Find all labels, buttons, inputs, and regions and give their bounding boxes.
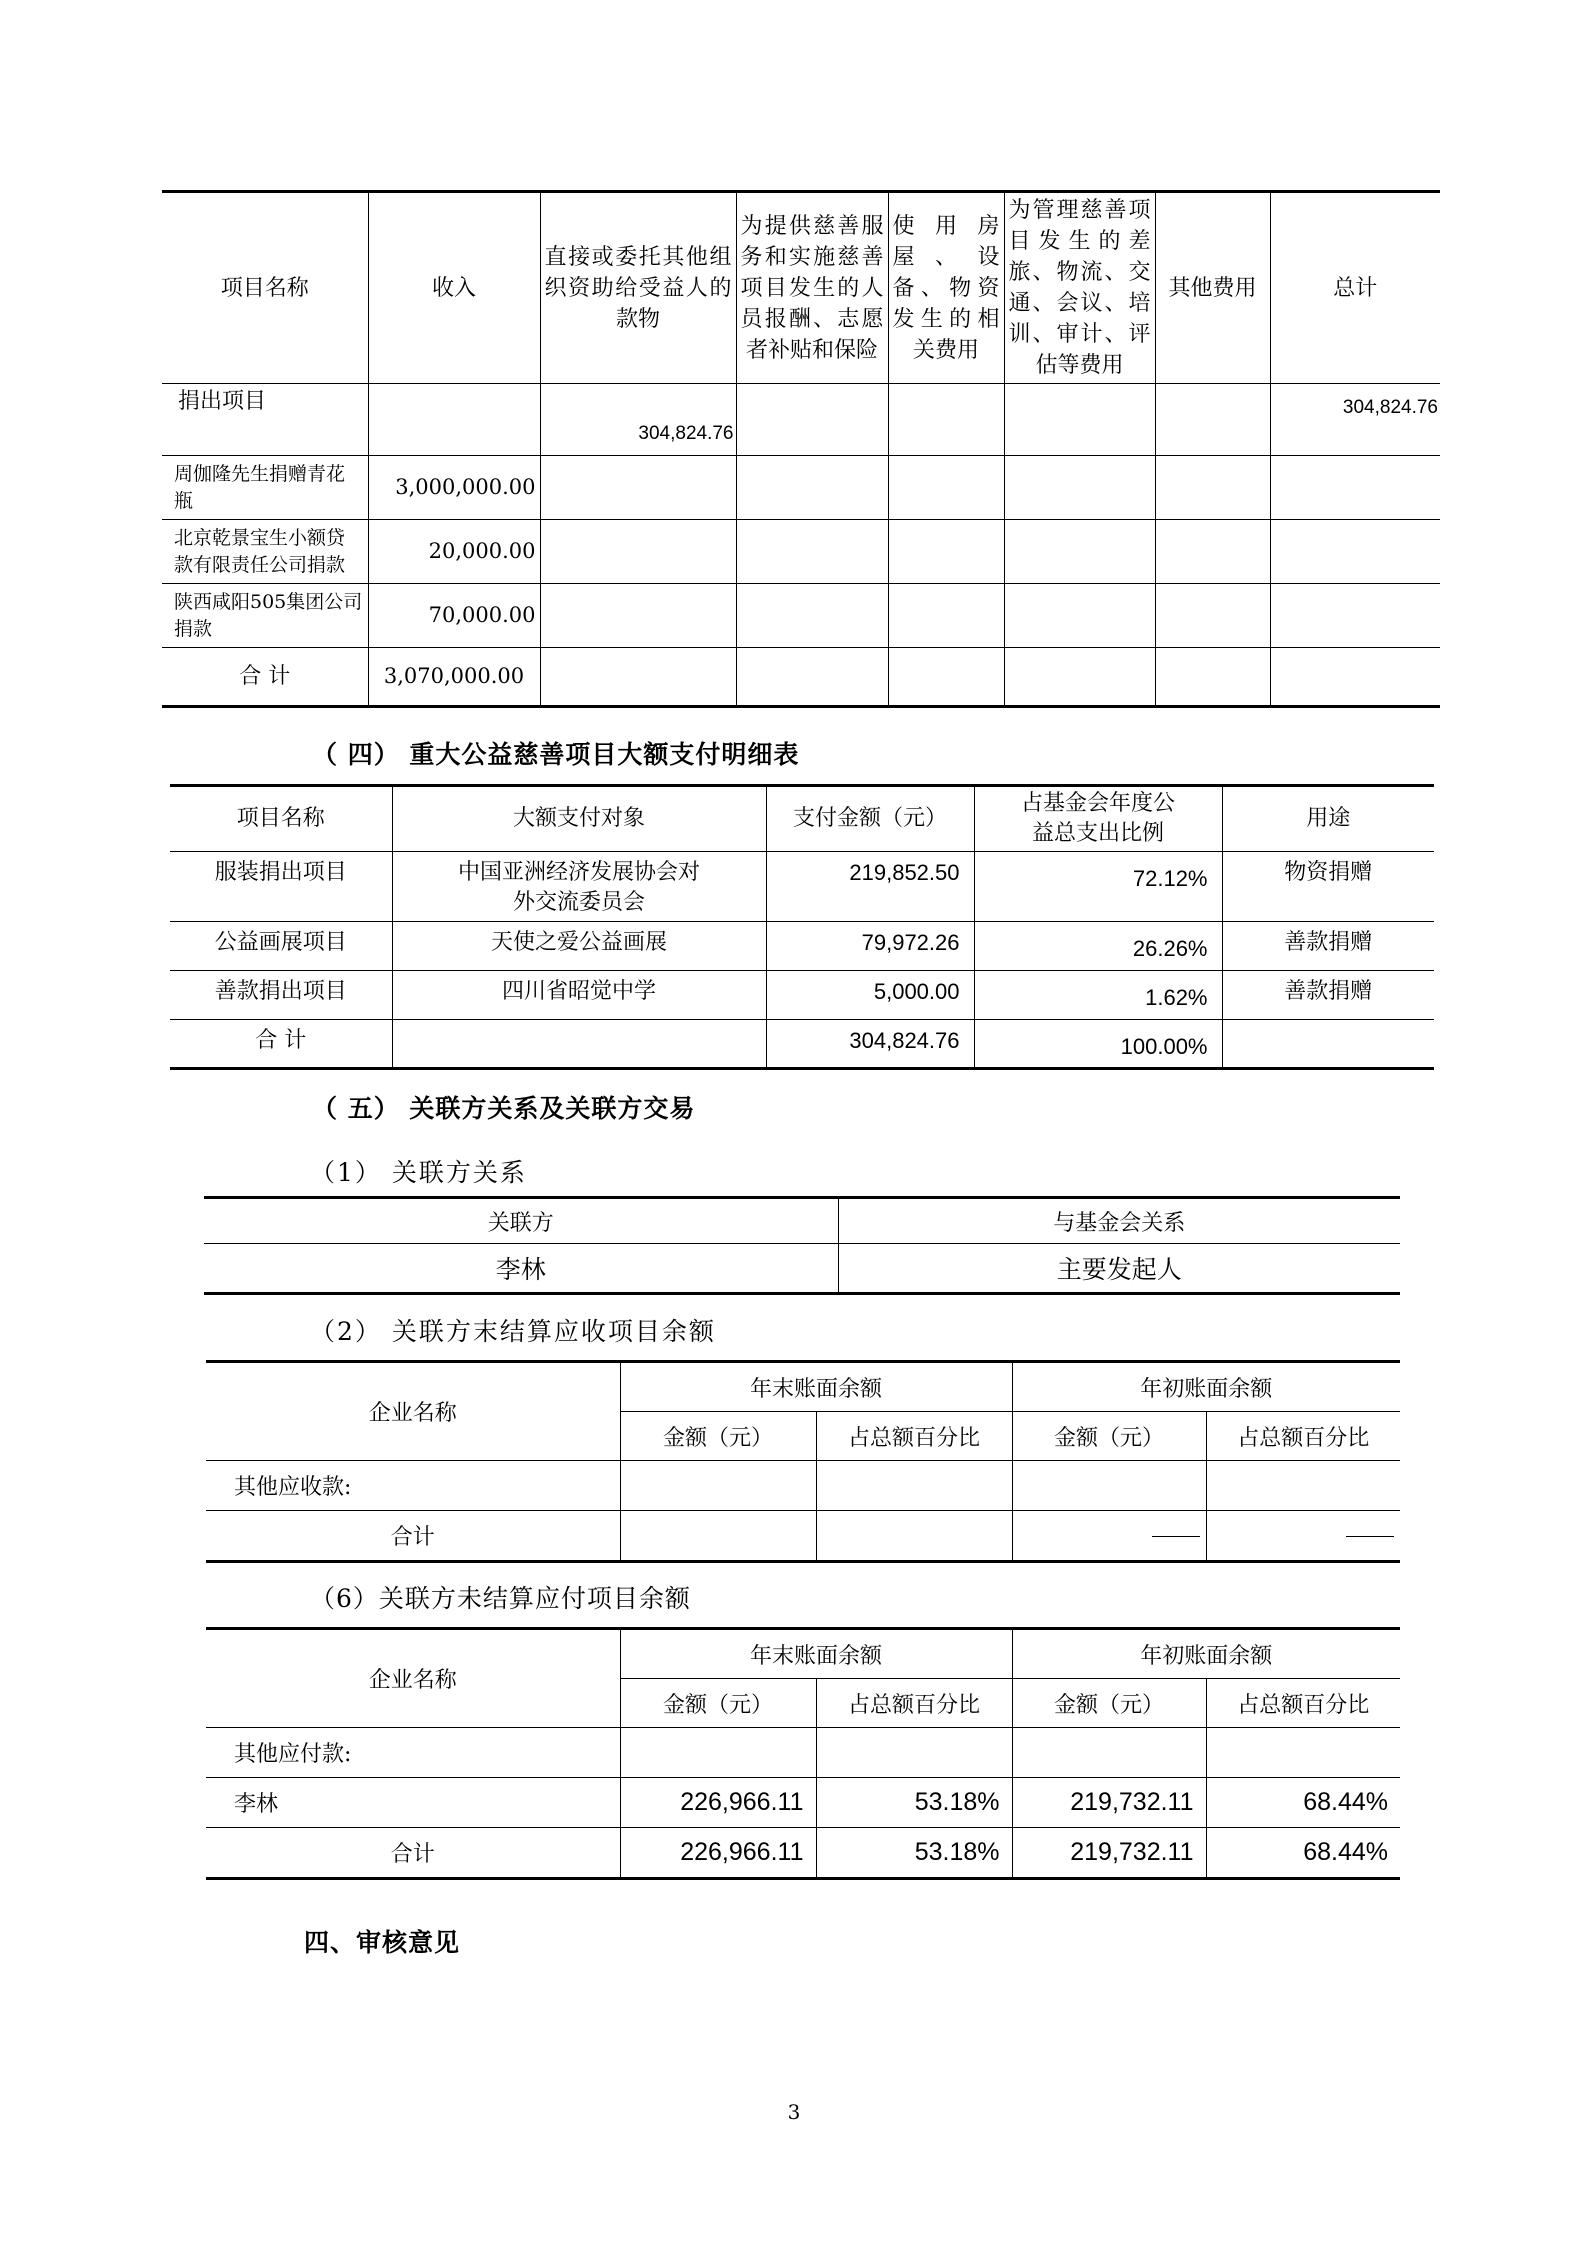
payee: 中国亚洲经济发展协会对外交流委员会 [392,852,766,922]
expense-detail-table [162,190,1440,708]
subsection-receivables: （2） 关联方末结算应收项目余额 [310,1317,716,1346]
row-label: 其他应付款: [206,1728,620,1778]
related-party-name: 李林 [204,1244,838,1294]
use: 善款捐赠 [1222,922,1434,971]
income-value: 3,000,000.00 [368,456,540,520]
header-use: 用途 [1222,786,1434,852]
ratio: 72.12% [974,852,1222,922]
large-payment-table [170,784,1434,1070]
table-row [162,520,1440,584]
project-name: 公益画展项目 [170,922,392,971]
row-label: 李林 [206,1778,620,1828]
total-label: 合 计 [170,1020,392,1069]
table-header-row [162,192,1440,384]
amount: 79,972.26 [766,922,974,971]
header-end-amount: 金额（元） [620,1412,816,1461]
row-label: 周伽隆先生捐赠青花瓶 [162,456,368,520]
header-ratio: 占基金会年度公益总支出比例 [974,786,1222,852]
ratio: 1.62% [974,971,1222,1020]
header-total: 总计 [1270,192,1440,384]
total-end-amount: 226,966.11 [620,1828,816,1879]
table-row [206,1778,1400,1828]
header-year-begin: 年初账面余额 [1012,1629,1400,1679]
header-year-end: 年末账面余额 [620,1629,1012,1679]
header-project-name: 项目名称 [162,192,368,384]
total-row [206,1828,1400,1879]
page-number: 3 [787,2100,801,2124]
table-row [170,971,1434,1020]
header-income: 收入 [368,192,540,384]
table-row [162,456,1440,520]
total-income: 3,070,000.00 [368,648,540,707]
total-begin-amount: 219,732.11 [1012,1828,1206,1879]
header-personnel-cost: 为提供慈善服务和实施慈善项目发生的人员报酬、志愿者补贴和保险 [736,192,888,384]
total-end-pct: 53.18% [816,1828,1012,1879]
subsection-payables: （6）关联方未结算应付项目余额 [310,1584,691,1613]
header-project-name: 项目名称 [170,786,392,852]
table-header-row [206,1362,1400,1412]
header-direct-funding: 直接或委托其他组织资助给受益人的款物 [540,192,736,384]
table-header-row [206,1629,1400,1679]
header-company: 企业名称 [206,1362,620,1461]
income-value: 70,000.00 [368,584,540,648]
total-amount: 304,824.76 [766,1020,974,1069]
section-4-title: （ 四） 重大公益慈善项目大额支付明细表 [312,740,800,769]
table-header-row [170,786,1434,852]
header-year-begin: 年初账面余额 [1012,1362,1400,1412]
header-end-pct: 占总额百分比 [816,1679,1012,1728]
table-row [206,1728,1400,1778]
total-label: 合计 [206,1828,620,1879]
table-header-row [204,1198,1400,1244]
payables-table [206,1627,1400,1880]
dash-mark [1012,1511,1206,1562]
header-amount: 支付金额（元） [766,786,974,852]
total-begin-pct: 68.44% [1303,1838,1389,1866]
total-row [206,1511,1400,1562]
total-label: 合 计 [162,648,368,707]
payee: 四川省昭觉中学 [392,971,766,1020]
project-name: 善款捐出项目 [170,971,392,1020]
begin-amount: 219,732.11 [1012,1778,1206,1828]
payee: 天使之爱公益画展 [392,922,766,971]
header-facility-cost: 使用房屋、设备、物资发生的相关费用 [888,192,1004,384]
header-end-amount: 金额（元） [620,1679,816,1728]
header-end-pct: 占总额百分比 [816,1412,1012,1461]
related-party-table [204,1196,1400,1295]
table-row [170,922,1434,971]
table-row [162,584,1440,648]
header-relation: 与基金会关系 [838,1198,1400,1244]
header-other-cost: 其他费用 [1155,192,1270,384]
amount: 219,852.50 [766,852,974,922]
related-party-relation: 主要发起人 [1056,1255,1182,1284]
receivables-table [206,1360,1400,1563]
header-related-party: 关联方 [204,1198,838,1244]
table-row [162,384,1440,456]
total-row [162,648,1440,707]
row-label: 捐出项目 [162,384,368,456]
direct-funding-value: 304,824.76 [540,384,736,456]
header-begin-pct: 占总额百分比 [1206,1679,1400,1728]
header-begin-amount: 金额（元） [1012,1412,1206,1461]
use: 善款捐赠 [1222,971,1434,1020]
row-label: 北京乾景宝生小额贷款有限责任公司捐款 [162,520,368,584]
end-pct: 53.18% [816,1778,1012,1828]
header-begin-amount: 金额（元） [1012,1679,1206,1728]
begin-pct: 68.44% [1206,1778,1400,1828]
use: 物资捐赠 [1222,852,1434,922]
income-value: 20,000.00 [368,520,540,584]
section-5-title: （ 五） 关联方关系及关联方交易 [312,1094,696,1123]
total-value: 304,824.76 [1270,384,1440,456]
amount: 5,000.00 [766,971,974,1020]
dash-mark [1206,1511,1400,1562]
header-company: 企业名称 [206,1629,620,1728]
table-row [204,1244,1400,1294]
ratio: 26.26% [974,922,1222,971]
end-amount: 226,966.11 [620,1778,816,1828]
header-management-cost: 为管理慈善项目发生的差旅、物流、交通、会议、培训、审计、评估等费用 [1004,192,1155,384]
table-row [206,1461,1400,1511]
project-name: 服装捐出项目 [170,852,392,922]
total-label: 合计 [206,1511,620,1562]
audit-opinion-title: 四、审核意见 [304,1928,461,1957]
subsection-related-parties: （1） 关联方关系 [310,1158,527,1187]
total-row [170,1020,1434,1069]
header-year-end: 年末账面余额 [620,1362,1012,1412]
header-payee: 大额支付对象 [392,786,766,852]
total-ratio: 100.00% [974,1020,1222,1069]
table-row [170,852,1434,922]
row-label: 陕西咸阳505集团公司捐款 [162,584,368,648]
row-label: 其他应收款: [206,1461,620,1511]
header-begin-pct: 占总额百分比 [1206,1412,1400,1461]
